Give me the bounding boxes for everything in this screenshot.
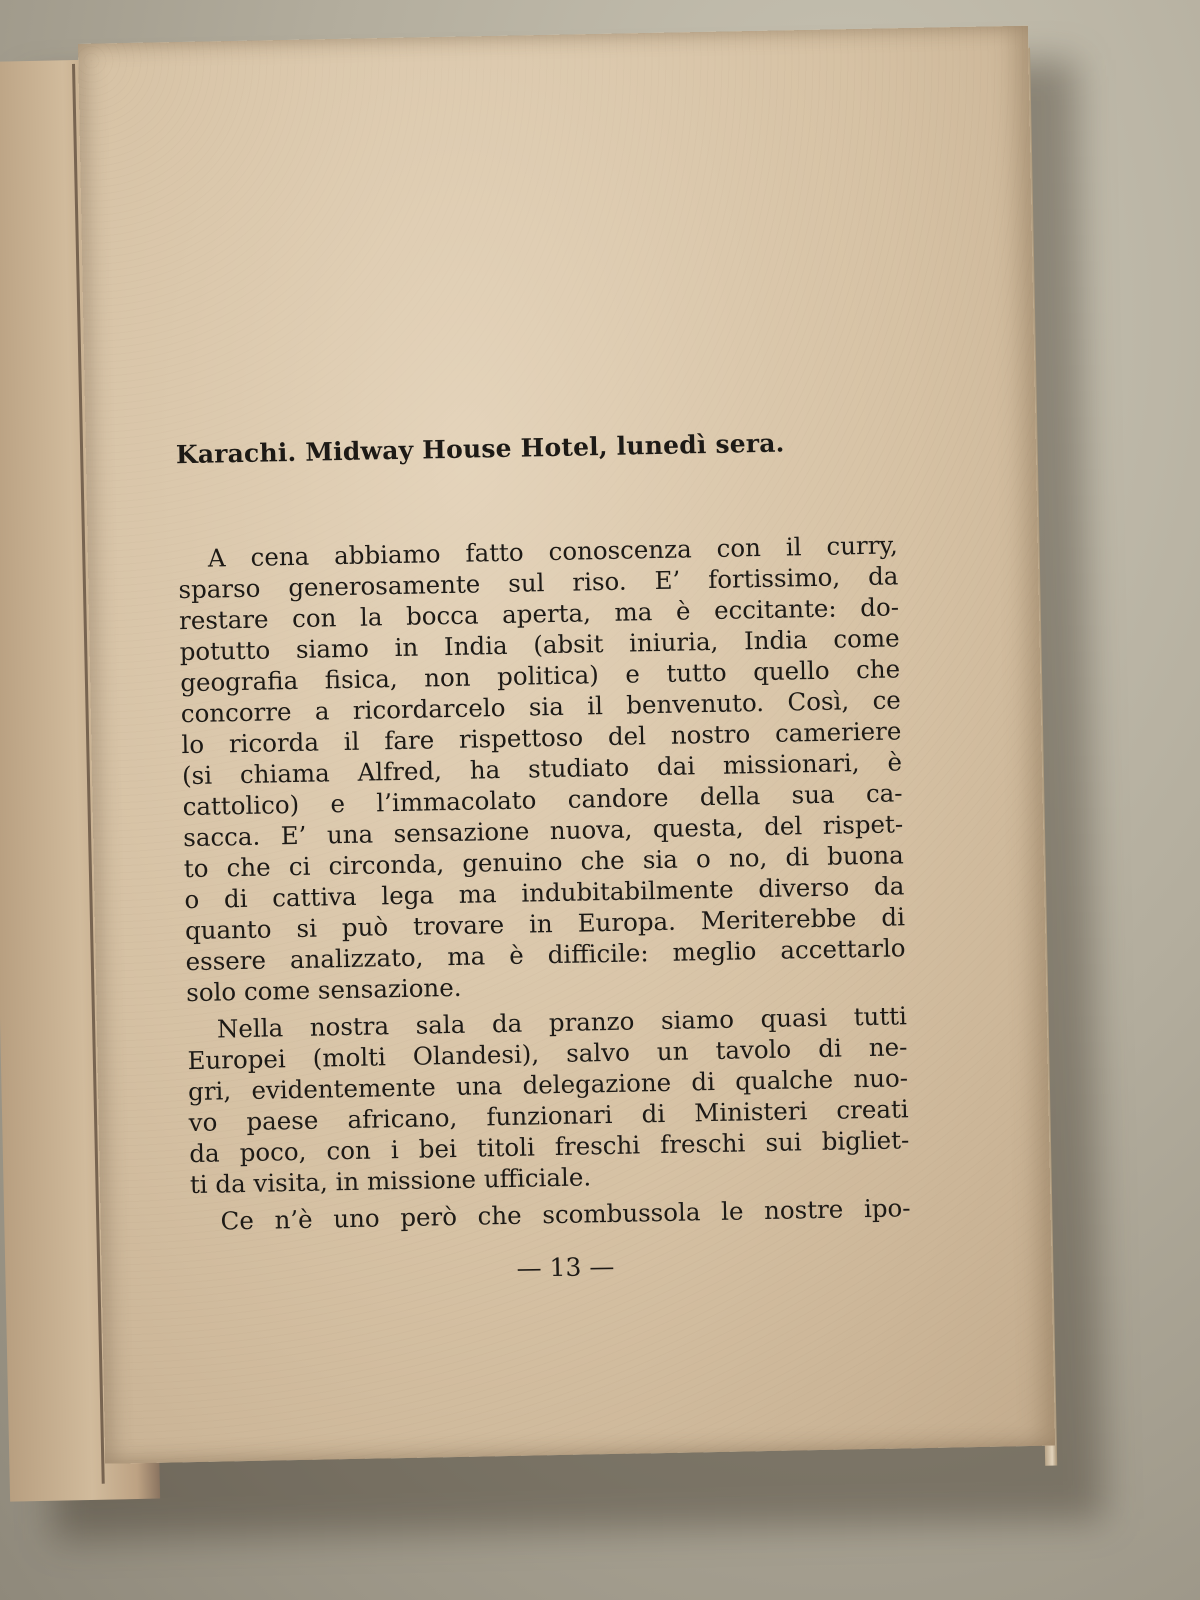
text-line: essere analizzato, ma è difficile: meglio accettarlo	[185, 933, 906, 977]
text-line: A cena abbiamo fatto conoscenza con il curry,	[207, 530, 899, 573]
paragraph-2	[187, 1000, 910, 1200]
text-line: concorre a ricordarcelo sia il benvenuto. Così, ce	[180, 685, 902, 729]
page-text	[176, 426, 911, 1243]
text-line: gri, evidentemente una delegazione di qualche nuo-	[187, 1063, 909, 1107]
text-line: Europei (molti Olandesi), salvo un tavolo di ne-	[187, 1032, 908, 1076]
text-line: vo paese africano, funzionari di Ministeri creati	[188, 1094, 909, 1138]
text-line: quanto si può trovare in Europa. Meriterebbe di	[184, 902, 906, 946]
page-number: — 13 —	[516, 1251, 615, 1283]
text-line: ti da visita, in missione ufficiale.	[189, 1162, 592, 1200]
text-line: sacca. E’ una sensazione nuova, questa, del rispet-	[182, 809, 904, 853]
text-line: o di cattiva lega ma indubitabilmente diverso da	[184, 871, 905, 915]
text-line: da poco, con i bei titoli freschi freschi sui bigliet-	[189, 1125, 910, 1169]
paragraph-1	[178, 529, 907, 1008]
text-line: lo ricorda il fare rispettoso del nostro cameriere	[181, 716, 902, 760]
text-line: potutto siamo in India (absit iniuria, India come	[179, 623, 900, 667]
text-line: Ce n’è uno però che scombussola le nostre ipo-	[220, 1193, 911, 1236]
chapter-heading: Karachi. Midway House Hotel, lunedì sera.	[175, 428, 785, 470]
text-line: geografia fisica, non politica) e tutto quello che	[180, 654, 901, 698]
text-line: solo come sensazione.	[185, 972, 462, 1008]
text-line: (si chiama Alfred, ha studiato dai missionari, è	[181, 747, 903, 791]
paragraph-3	[190, 1192, 910, 1237]
text-line: to che ci circonda, genuino che sia o no, di buona	[183, 840, 904, 884]
text-line: cattolico) e l’immacolato candore della sua ca-	[182, 778, 903, 822]
book-page	[78, 26, 1055, 1464]
text-line: Nella nostra sala da pranzo siamo quasi tutti	[216, 1001, 908, 1044]
text-line: sparso generosamente sul riso. E’ fortissimo, da	[178, 561, 899, 605]
text-line: restare con la bocca aperta, ma è eccitante: do-	[178, 592, 900, 636]
